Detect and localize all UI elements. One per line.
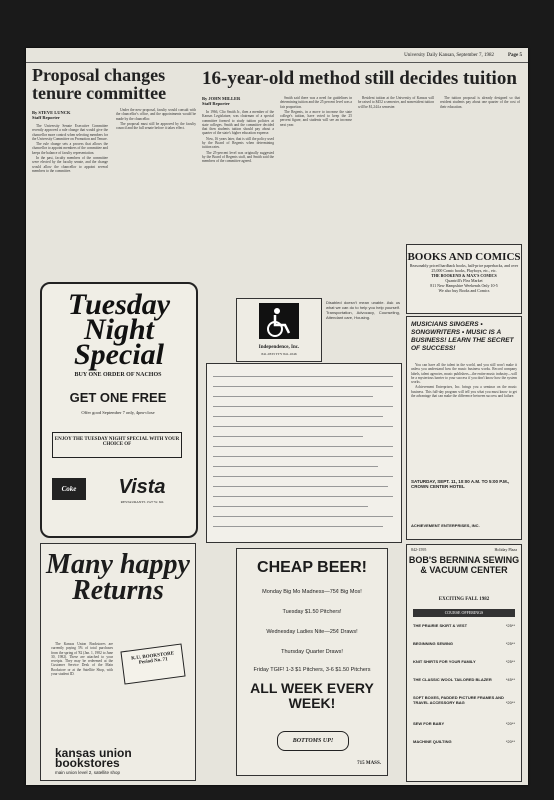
kansas-union-logo: kansas union bookstores xyxy=(55,746,132,770)
ad-buy-text: BUY ONE ORDER OF NACHOS xyxy=(74,372,162,378)
independence-phone: 841-0333 TTY 841-1046 xyxy=(261,352,297,356)
musicians-date: SATURDAY, SEPT. 11, 10:00 A.M. TO 5:00 P.M., CROWN CENTER HOTEL xyxy=(411,479,510,489)
form-line xyxy=(213,486,388,487)
ad-offer: Offer good September 7 only, 4pm-close xyxy=(81,410,155,415)
page-number: Page 5 xyxy=(507,53,522,58)
books-title: BOOKS AND COMICS xyxy=(407,251,521,263)
bookstore-sign-text: K.U. BOOKSTORE Period No. 71 xyxy=(130,651,175,666)
ad-get-free: GET ONE FREE xyxy=(69,390,167,405)
form-line xyxy=(213,466,378,467)
paper-date: University Daily Kansan, September 7, 1982 xyxy=(404,53,494,58)
course-row xyxy=(413,721,515,726)
newspaper-page xyxy=(26,48,528,785)
many-body: The Kansas Union Bookstores are currently paying 5% of total purchases from the spring of '82 (Jan. 1, 1982 to June 30, 1982). These are attached to your receipts. They may be redeemed at the Customer Service Desk of the Main Bookstore or at the Satellite Shop, with your student ID. xyxy=(51,642,113,677)
tenure-byline: By STEVE LUNCK Staff Reporter xyxy=(32,110,71,120)
course-row xyxy=(413,641,515,646)
tuition-col-1 xyxy=(202,110,274,290)
ad-enjoy: ENJOY THE TUESDAY NIGHT SPECIAL WITH YOUR CHOICE OF xyxy=(52,432,182,458)
vista-address: RESTAURANTS 1527 W. 6th xyxy=(120,500,164,504)
tuesday-night-special-ad xyxy=(40,282,198,538)
coke-logo: Coke xyxy=(52,478,86,500)
course-price: *20** xyxy=(505,721,515,726)
page-header xyxy=(26,48,528,63)
wheelchair-icon xyxy=(237,299,321,343)
tenure-para: The rule change sets a process that allows the chancellor to appoint members of the committee and keeps the balance of faculty representation. xyxy=(32,142,108,155)
form-line xyxy=(213,396,373,397)
tuition-para: Smith said there was a need for guidelines in determining tuition and the 25 percent level was a fair proportion. xyxy=(280,96,352,109)
tuition-para: The 25-percent level was originally suggested by the Board of Regents staff, and Smith said the members of the committee agreed. xyxy=(202,150,274,164)
musicians-footer: ACHIEVEMENT ENTERPRISES, INC. xyxy=(411,523,480,528)
tenure-para: Under the new proposal, faculty would consult with the chancellor's office, and the appointments would be made by the chancellor. xyxy=(116,108,196,121)
tenure-col-2 xyxy=(116,108,196,278)
tuition-col-2 xyxy=(280,96,352,290)
course-price: *20** xyxy=(505,739,515,744)
course-price: *20** xyxy=(505,700,515,705)
form-line xyxy=(213,426,393,427)
tuition-para: In 1966, Clio Smith Jr., then a member of the Kansas Legislature, was chairman of a special committee formed to study tuition policies at state colleges. Smith and the committee decided that then students tuition should pay about a quarter of the state's higher education expense. xyxy=(202,110,274,136)
tenure-para: The University Senate Executive Committee recently approved a rule change that would give the chancellor more control when selecting members for the University Committee on Promotion and Tenure. xyxy=(32,124,108,141)
course-name: KNIT SHIRTS FOR YOUR FAMILY xyxy=(413,659,476,664)
course-price: *25** xyxy=(505,659,515,664)
form-line xyxy=(213,456,393,457)
course-price: *25** xyxy=(505,641,515,646)
bottoms-up-logo: BOTTOMS UP! xyxy=(277,731,349,751)
form-line xyxy=(213,496,393,497)
vista-logo: Vista xyxy=(118,476,166,498)
books-market: Quantrill's Flea Market xyxy=(445,278,483,283)
books-buy: We also buy Books and Comics xyxy=(438,288,490,293)
course-row xyxy=(413,677,515,682)
musicians-body: You can have all the talent in the world, and you still won't make it unless you understand how the music business works. Record company labels, talent agencies, music publishers—the entire music industry—will be a mysterious barrier to your success if you don't know how the system works. Achievement Enterprises, Inc. brings you a seminar on the music business. This full-day program will tell you what you must know to get the advantage that can make the difference between success and failure. xyxy=(411,363,517,399)
form-line xyxy=(213,436,363,437)
form-line xyxy=(213,386,393,387)
course-name: BEGINNING SEWING xyxy=(413,641,454,646)
tuition-para: Now, 16 years later, that is still the policy used by the Board of Regents when determining tuition rates. xyxy=(202,136,274,150)
ad-title: Tuesday Night Special xyxy=(67,288,171,371)
books-store: THE BOOKEND & MAX'S COMICS xyxy=(431,273,497,278)
independence-ad-text: Disabled doesn't mean unable. Ask us what we can do to help you help yourself. Transportation, Advocacy, Counseling, Attendant care, Housing. xyxy=(326,300,400,320)
beer-all-week: ALL WEEK EVERY WEEK! xyxy=(250,680,374,711)
beer-line-monday: Monday Big Mo Madness—75¢ Big Mos! xyxy=(262,589,362,595)
musicians-ad xyxy=(406,316,522,540)
beer-line-friday: Friday TGIF! 1-3 $1 Pitchers, 3-6 $1.50 Pitchers xyxy=(253,667,371,673)
course-row xyxy=(413,695,515,705)
bernina-fall: EXCITING FALL 1982 xyxy=(438,597,490,602)
course-name: THE CLASSIC WOOL TAILORED BLAZER xyxy=(413,677,492,682)
tuition-para: The Regents, in a move to increase the state college's tuition, have voted to keep the 25 percent figure, and students will see an increase next year. xyxy=(280,109,352,127)
tuition-para: The tuition proposal is already designed so that resident students pay about one quarter of the cost of their education. xyxy=(440,96,520,109)
independence-org: Independence, Inc. xyxy=(258,345,300,350)
many-happy-returns-ad xyxy=(40,543,196,781)
books-address: 811 New Hampshire Weekends Only 10-5 xyxy=(430,283,498,288)
course-row xyxy=(413,739,515,744)
form-line xyxy=(213,376,393,377)
form-line xyxy=(213,416,383,417)
tenure-col-1 xyxy=(32,124,108,276)
course-price: *45** xyxy=(505,677,515,682)
form-line xyxy=(213,506,368,507)
kansas-union-sub: main union level 2, satellite shop xyxy=(55,770,121,775)
beer-line-wednesday: Wednesday Ladies Nite—25¢ Draws! xyxy=(266,629,358,635)
beer-address: 715 MASS. xyxy=(357,761,381,766)
bernina-ad xyxy=(406,544,522,782)
books-comics-ad xyxy=(406,244,522,314)
course-row xyxy=(413,623,515,628)
tuition-byline: By JOHN MILLER Staff Reporter xyxy=(202,96,241,106)
course-name: SEW FOR BABY xyxy=(413,721,445,726)
form-line xyxy=(213,516,393,517)
cheap-beer-ad xyxy=(236,548,388,776)
tuition-col-3 xyxy=(358,96,434,241)
form-line xyxy=(213,446,393,447)
tenure-headline: Proposal changes tenure committee xyxy=(32,65,167,103)
course-row xyxy=(413,659,515,664)
course-name: MACHINE QUILTING xyxy=(413,739,452,744)
beer-line-thursday: Thursday Quarter Draws! xyxy=(281,649,343,655)
bernina-courses-bar: COURSE OFFERINGS xyxy=(413,609,515,617)
beer-title: CHEAP BEER! xyxy=(257,559,367,576)
beer-line-tuesday: Tuesday $1.50 Pitchers! xyxy=(282,609,342,615)
course-price: *25** xyxy=(505,623,515,628)
independence-ad-logo xyxy=(236,298,322,362)
tuition-col-4 xyxy=(440,96,520,241)
bernina-phone: 842-1595 xyxy=(411,547,427,552)
tuition-para: Resident tuition at the University of Kansas will be raised to $452 a semester, and nonresident tuition will be $1,244 a semester. xyxy=(358,96,434,109)
books-line: Reasonably priced hardback books, half-price paperbacks, and over 25,000 Comic books, Playboys, etc., etc. xyxy=(409,263,519,273)
bernina-holiday: Holiday Plaza xyxy=(494,547,517,552)
tenure-para: The proposal must still be approved by the faculty council and the full senate before it takes effect. xyxy=(116,121,196,131)
many-title: Many happy Returns xyxy=(46,549,190,606)
form-line xyxy=(213,526,383,527)
form-line xyxy=(213,476,393,477)
tuition-headline: 16-year-old method still decides tuition xyxy=(202,68,517,89)
tenure-para: In the past, faculty members of the committee were elected by the faculty senate, and the change would allow the chancellor to appoint several members to the committee. xyxy=(32,156,108,173)
course-name: THE PRAIRIE SKIRT & VEST xyxy=(413,623,468,628)
bernina-title: BOB'S BERNINA SEWING & VACUUM CENTER xyxy=(408,555,520,575)
form-line xyxy=(213,406,393,407)
form-document-image xyxy=(206,363,402,543)
course-name: SOFT BOXES, PADDED PICTURE FRAMES AND TRAVEL ACCESSORY BAG xyxy=(413,695,504,705)
musicians-title: MUSICIANS SINGERS • SONGWRITERS • MUSIC IS A BUSINESS! LEARN THE SECRET OF SUCCESS! xyxy=(411,321,514,352)
